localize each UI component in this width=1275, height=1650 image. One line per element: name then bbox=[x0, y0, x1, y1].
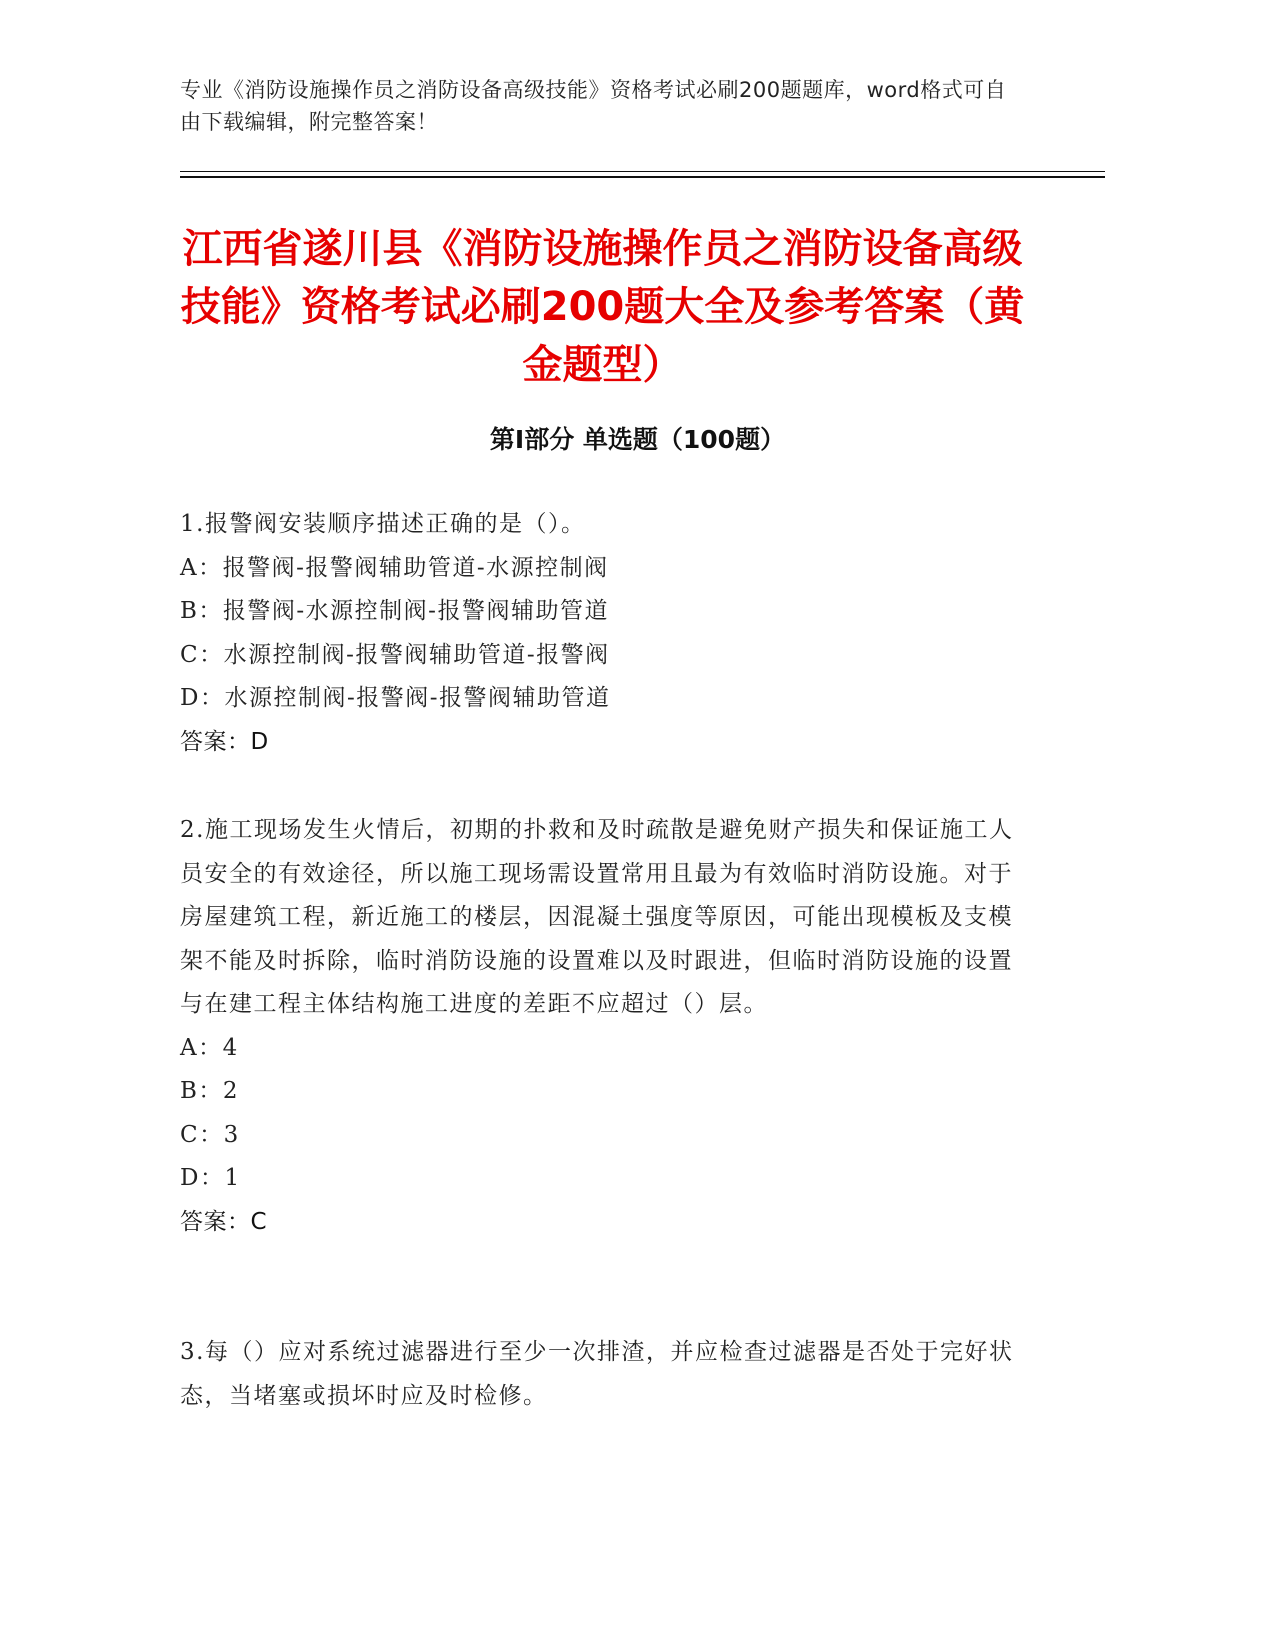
section-heading: 第Ⅰ部分 单选题（100题） bbox=[489, 425, 786, 454]
option-b: B：2 bbox=[180, 1078, 240, 1104]
option-a: A：报警阀-报警阀辅助管道-水源控制阀 bbox=[180, 554, 609, 581]
header-note: 专业《消防设施操作员之消防设备高级技能》资格考试必刷200题题库，word格式可自由下载编辑，附完整答案！ bbox=[180, 78, 1007, 134]
question-2 bbox=[180, 809, 1025, 1244]
option-b: B：报警阀-水源控制阀-报警阀辅助管道 bbox=[180, 598, 609, 624]
question-1 bbox=[180, 503, 1025, 764]
answer: 答案：D bbox=[180, 728, 269, 755]
header-divider-thin bbox=[180, 171, 1105, 172]
answer: 答案：C bbox=[180, 1208, 268, 1235]
question-stem: 1.报警阀安装顺序描述正确的是（）。 bbox=[180, 511, 586, 537]
question-3 bbox=[180, 1331, 1025, 1418]
header-divider-thick bbox=[180, 176, 1105, 178]
option-a: A：4 bbox=[180, 1034, 239, 1061]
option-c: C：3 bbox=[180, 1121, 240, 1148]
question-stem: 2.施工现场发生火情后，初期的扑救和及时疏散是避免财产损失和保证施工人员安全的有效途径，所以施工现场需设置常用且最为有效临时消防设施。对于房屋建筑工程，新近施工的楼层，因混凝土强度等原因，可能出现模板及支模架不能及时拆除，临时消防设施的设置难以及时跟进，但临时消防设施的设置与在建工程主体结构施工进度的差距不应超过（）层。 bbox=[180, 817, 1014, 1017]
question-stem: 3.每（）应对系统过滤器进行至少一次排渣，并应检查过滤器是否处于完好状态，当堵塞或损坏时应及时检修。 bbox=[180, 1339, 1014, 1409]
option-d: D：1 bbox=[180, 1165, 241, 1191]
document-title: 江西省遂川县《消防设施操作员之消防设备高级技能》资格考试必刷200题大全及参考答案（黄金题型） bbox=[180, 226, 1025, 388]
option-d: D：水源控制阀-报警阀-报警阀辅助管道 bbox=[180, 685, 611, 711]
option-c: C：水源控制阀-报警阀辅助管道-报警阀 bbox=[180, 641, 610, 668]
